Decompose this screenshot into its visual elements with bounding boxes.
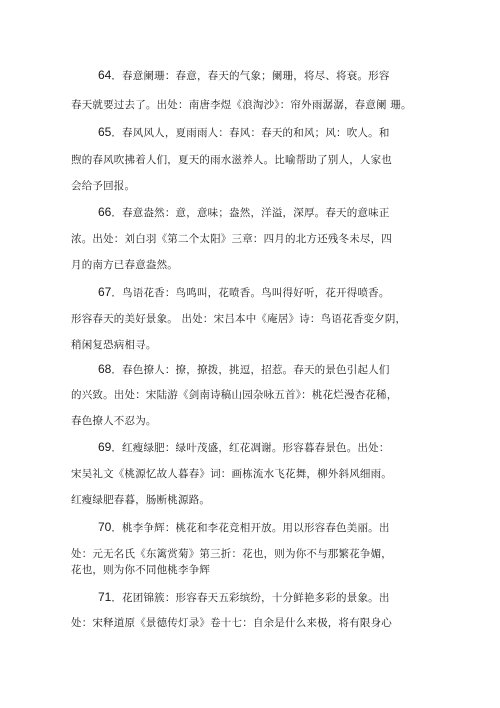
entry-66-line-1 xyxy=(98,205,390,220)
entry-71-line-2: 处：宋释道原《景德传灯录》卷十七：自余是什么来极，将有限身心 xyxy=(71,617,392,629)
entry-text: ．春色撩人：撩，撩拨，挑逗，招惹。春天的景色引起人们 xyxy=(111,364,390,376)
entry-number: 67 xyxy=(98,285,112,299)
entry-64-line-1 xyxy=(98,68,390,83)
entry-70-line-3: 花也，则为你不同他桃李争辉 xyxy=(71,564,211,576)
entry-65-line-3: 会给予回报。 xyxy=(71,180,136,192)
entry-68-line-2: 的兴致。出处：宋陆游《剑南诗稿山园杂咏五首》：桃花烂漫杏花稀， xyxy=(71,389,398,401)
entry-number: 68 xyxy=(98,362,112,376)
entry-number: 65 xyxy=(98,125,112,139)
entry-70-line-1 xyxy=(98,520,390,535)
entry-text: ．红瘦绿肥：绿叶茂盛，红花凋谢。形容暮春景色。出处： xyxy=(111,442,390,454)
entry-66-line-3: 月的南方已春意盎然。 xyxy=(71,259,178,271)
entry-number: 71 xyxy=(98,590,112,604)
entry-67-line-2: 形容春天的美好景象。 出处：宋吕本中《庵居》诗：鸟语花香变夕阴， xyxy=(71,313,407,325)
entry-65-line-1 xyxy=(98,125,390,140)
entry-69-line-2: 宋吴礼文《桃源忆故人暮春》词：画栋流水飞花舞，柳外斜风细雨。 xyxy=(71,468,392,480)
entry-64-line-2: 春天就要过去了。出处：南唐李煜《浪淘沙》：帘外雨潺潺，春意阑 珊。 xyxy=(71,99,412,111)
entry-70-line-2: 处：元无名氏《东篱赏菊》第三折：花也，则为你不与那繁花争媚， xyxy=(71,548,392,560)
entry-71-line-1 xyxy=(98,590,390,605)
entry-67-line-3: 稍闲复恐病相寻。 xyxy=(71,339,157,351)
entry-number: 70 xyxy=(98,520,112,534)
entry-text: ．春意阑珊：春意，春天的气象；阑珊，将尽、将衰。形容 xyxy=(111,70,390,82)
entry-text: ．春意盎然：意，意味；盎然，洋溢，深厚。春天的意味正 xyxy=(111,207,390,219)
entry-69-line-3: 红瘦绿肥春暮，肠断桃源路。 xyxy=(71,494,211,506)
entry-text: ．桃李争辉：桃花和李花竞相开放。用以形容春色美丽。出 xyxy=(111,522,390,534)
entry-68-line-1 xyxy=(98,362,390,377)
entry-69-line-1 xyxy=(98,440,390,455)
entry-66-line-2: 浓。出处：刘白羽《第二个太阳》三章：四月的北方还残冬未尽，四 xyxy=(71,233,392,245)
entry-number: 64 xyxy=(98,68,112,82)
entry-text: ．春风风人，夏雨雨人：春风：春天的和风；风：吹人。和 xyxy=(111,127,390,139)
entry-67-line-1 xyxy=(98,285,390,300)
entry-text: ．花团锦簇：形容春天五彩缤纷，十分鲜艳多彩的景象。出 xyxy=(111,592,390,604)
entry-number: 66 xyxy=(98,205,112,219)
entry-number: 69 xyxy=(98,440,112,454)
entry-65-line-2: 煦的春风吹拂着人们，夏天的雨水滋养人。比喻帮助了别人，人家也 xyxy=(71,154,392,166)
entry-68-line-3: 春色撩人不忍为。 xyxy=(71,415,157,427)
entry-text: ．鸟语花香：鸟鸣叫，花喷香。鸟叫得好听，花开得喷香。 xyxy=(111,287,390,299)
